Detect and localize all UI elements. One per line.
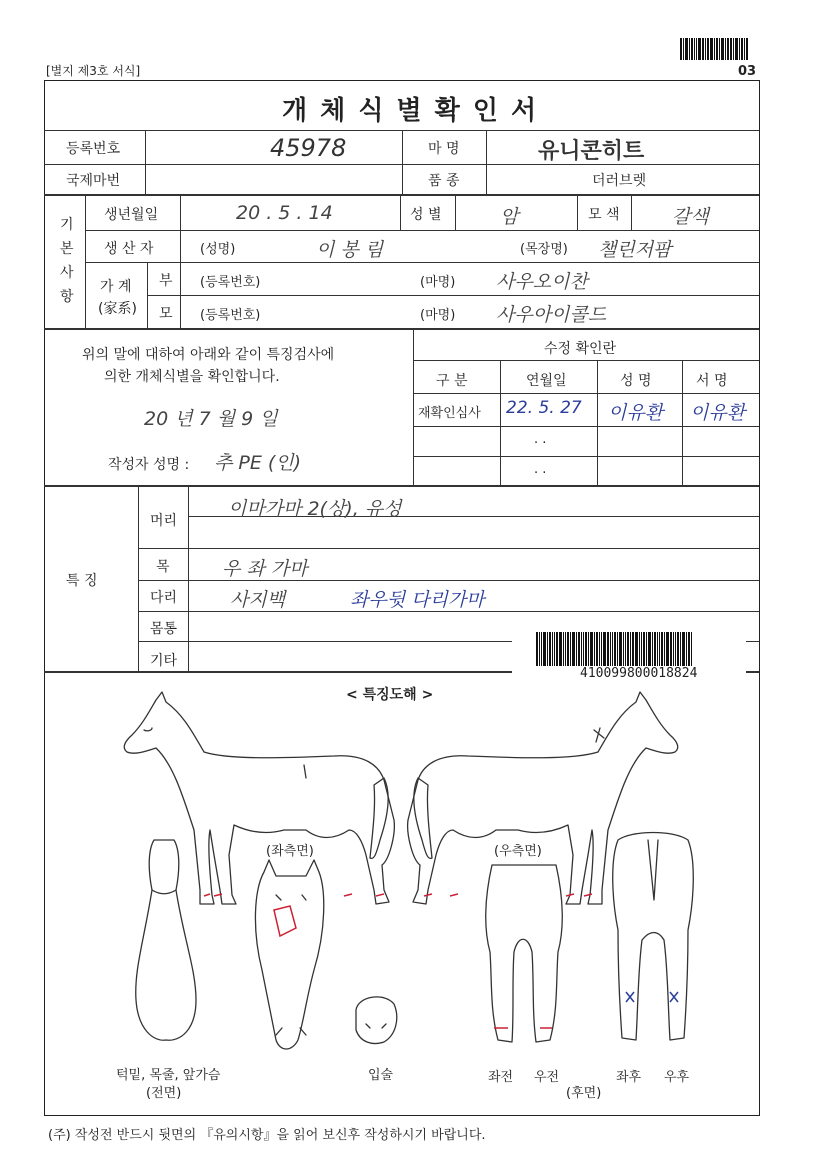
rev-col-kind: 구 분 bbox=[436, 373, 468, 389]
rev-row-1-name: 이유환 bbox=[608, 402, 664, 424]
family-label-hanja: (家系) bbox=[98, 301, 137, 317]
front-legs-view bbox=[486, 865, 563, 1042]
confirm-statement-1: 위의 말에 대하여 아래와 같이 특징검사에 bbox=[82, 347, 335, 363]
diagram-title: < 특징도해 > bbox=[346, 687, 434, 703]
sire-label: 부 bbox=[159, 273, 173, 289]
left-side-label: (좌측면) bbox=[266, 844, 314, 859]
breed-value: 더러브렛 bbox=[592, 173, 647, 189]
writer-label: 작성자 성명 : bbox=[108, 457, 190, 473]
rev-row-1-sign: 이유환 bbox=[690, 402, 746, 424]
face-view bbox=[255, 860, 323, 1049]
confirm-statement-2: 의한 개체식별을 확인합니다. bbox=[104, 369, 280, 385]
right-side-label: (우측면) bbox=[494, 844, 542, 859]
blue-markings bbox=[626, 992, 678, 1002]
family-label: 가 계 bbox=[100, 279, 132, 295]
body-label: 몸통 bbox=[150, 621, 178, 637]
basic-section-label-1: 기 bbox=[60, 217, 74, 233]
front-label: (전면) bbox=[146, 1086, 182, 1101]
reg-no-value: 45978 bbox=[270, 134, 347, 162]
left-front-label: 좌전 bbox=[488, 1070, 514, 1085]
sire-reg-label: (등록번호) bbox=[200, 275, 261, 290]
barcode-number: 410099800018824 bbox=[580, 666, 698, 681]
rev-row-2-date: . . bbox=[534, 432, 547, 447]
basic-section-label-3: 사 bbox=[60, 265, 74, 281]
top-barcode bbox=[680, 38, 749, 60]
left-hind-label: 좌후 bbox=[616, 1070, 642, 1085]
rev-col-name: 성 명 bbox=[620, 373, 652, 389]
head-label: 머리 bbox=[150, 513, 178, 529]
dam-name-label: (마명) bbox=[420, 308, 456, 323]
confirm-date: 20 년 7 월 9 일 bbox=[144, 408, 278, 430]
sex-value: 암 bbox=[500, 206, 519, 228]
muzzle-label: 입술 bbox=[368, 1068, 394, 1083]
breed-label: 품 종 bbox=[428, 173, 460, 189]
legs-label: 다리 bbox=[150, 590, 178, 606]
head-value: 이마가마 2(상), 유성 bbox=[228, 498, 402, 520]
right-hind-label: 우후 bbox=[664, 1070, 690, 1085]
basic-section-label-4: 항 bbox=[60, 289, 74, 305]
right-side-horse bbox=[408, 692, 678, 904]
revision-title: 수정 확인란 bbox=[544, 341, 617, 357]
rev-row-3-date: . . bbox=[534, 462, 547, 477]
muzzle-view bbox=[356, 997, 397, 1044]
dam-label: 모 bbox=[159, 306, 173, 322]
etc-label: 기타 bbox=[150, 653, 178, 669]
producer-label: 생 산 자 bbox=[104, 241, 154, 257]
farm-value: 챌린저팜 bbox=[598, 239, 672, 261]
features-section-label: 특 징 bbox=[66, 573, 98, 589]
rear-label: (후면) bbox=[566, 1086, 602, 1101]
name-value: 유니콘히트 bbox=[538, 139, 645, 164]
dam-reg-label: (등록번호) bbox=[200, 308, 261, 323]
footer-note: (주) 작성전 반드시 뒷면의 『유의시항』을 읽어 보신후 작성하시기 바랍니다. bbox=[48, 1128, 486, 1143]
front-caption: 턱밑, 목줄, 앞가슴 bbox=[116, 1068, 221, 1083]
dam-name-value: 사우아이콜드 bbox=[496, 304, 607, 326]
horse-diagram bbox=[44, 690, 758, 1110]
legs-value-2: 좌우뒷 다리가마 bbox=[350, 589, 485, 611]
throat-view bbox=[136, 840, 196, 1040]
name-label: 마 명 bbox=[428, 141, 460, 157]
form-label: [별지 제3호 서식] bbox=[46, 64, 141, 78]
producer-name-label: (성명) bbox=[200, 242, 236, 257]
writer-value: 추 PE (인) bbox=[214, 452, 302, 474]
reg-no-label: 등록번호 bbox=[66, 141, 121, 157]
birth-label: 생년월일 bbox=[104, 207, 159, 223]
sire-name-value: 사우오이찬 bbox=[496, 271, 588, 293]
sire-name-label: (마명) bbox=[420, 275, 456, 290]
color-value: 갈색 bbox=[672, 206, 709, 228]
feature-barcode bbox=[536, 632, 693, 666]
basic-section-label-2: 본 bbox=[60, 241, 74, 257]
intl-no-label: 국제마번 bbox=[66, 173, 121, 189]
neck-value: 우 좌 가마 bbox=[222, 558, 308, 580]
page-number: 03 bbox=[738, 64, 757, 79]
rev-col-date: 연월일 bbox=[526, 373, 567, 389]
rev-row-1-date: 22. 5. 27 bbox=[506, 398, 582, 418]
rear-view bbox=[613, 833, 694, 1041]
birth-value: 20 . 5 . 14 bbox=[236, 202, 333, 224]
sex-label: 성 별 bbox=[410, 207, 442, 223]
form-title: 개 체 식 별 확 인 서 bbox=[282, 96, 539, 126]
legs-value: 사지백 bbox=[230, 589, 286, 611]
neck-label: 목 bbox=[156, 559, 170, 575]
color-label: 모 색 bbox=[588, 207, 620, 223]
left-side-horse bbox=[124, 692, 394, 904]
producer-name-value: 이 봉 림 bbox=[316, 239, 384, 261]
rev-col-sign: 서 명 bbox=[696, 373, 728, 389]
right-front-label: 우전 bbox=[534, 1070, 560, 1085]
farm-label: (목장명) bbox=[520, 242, 568, 257]
rev-row-1-kind: 재확인심사 bbox=[418, 406, 481, 421]
